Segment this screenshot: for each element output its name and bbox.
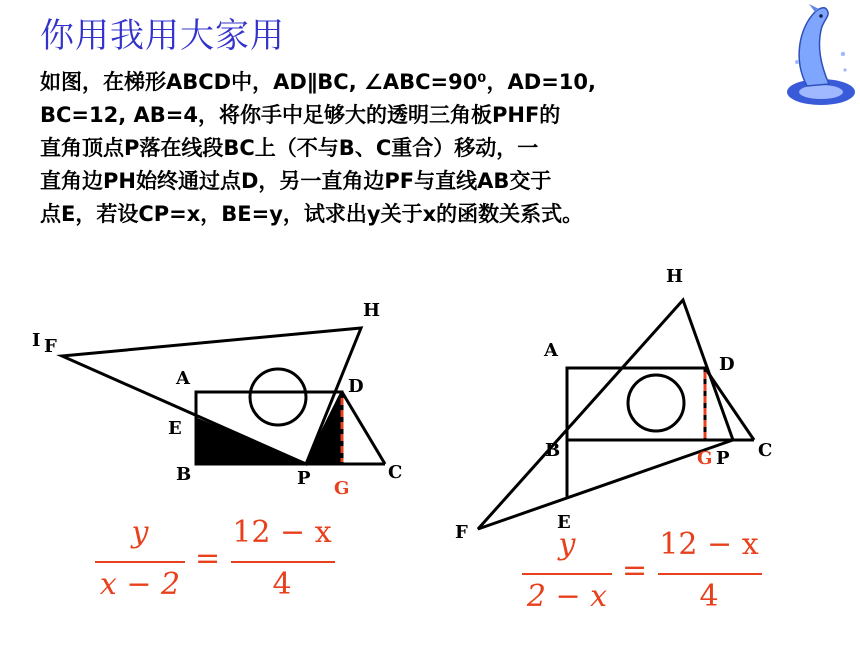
label-b-2: B	[545, 440, 561, 461]
formula-1-numerator-left: y	[131, 515, 149, 550]
triangle-phf-2	[478, 300, 733, 529]
formula-1-denominator-right: 4	[272, 567, 292, 602]
label-a: A	[176, 368, 190, 389]
formula-1-bar-right	[231, 561, 335, 563]
label-p: P	[297, 468, 311, 489]
label-h-2: H	[666, 266, 684, 287]
label-g-2: G	[697, 448, 713, 469]
formula-2-numerator-right: 12 − x	[659, 527, 759, 562]
formula-2	[522, 527, 782, 627]
circle-hole	[250, 369, 306, 425]
page-title: 你用我用大家用	[40, 16, 285, 56]
formula-1-equals: =	[195, 541, 221, 576]
problem-line: 如图，在梯形ABCD中，AD∥BC, ∠ABC=90⁰，AD=10,	[40, 70, 596, 94]
problem-line: BC=12, AB=4，将你手中足够大的透明三角板PHF的	[40, 103, 561, 127]
label-h: H	[363, 300, 381, 321]
label-d: D	[348, 376, 364, 397]
problem-line: 点E，若设CP=x，BE=y，试求出y关于x的函数关系式。	[40, 202, 584, 226]
circle-hole-2	[628, 375, 684, 431]
formula-1-denominator-left: x − 2	[99, 567, 181, 602]
label-b: B	[176, 464, 192, 485]
label-f: F	[44, 336, 57, 357]
formula-2-numerator-left: y	[558, 527, 576, 562]
formula-2-bar-left	[522, 573, 612, 575]
figure-1	[62, 328, 385, 464]
problem-line: 直角边PH始终通过点D，另一直角边PF与直线AB交于	[40, 169, 552, 193]
label-p-2: P	[716, 448, 730, 469]
label-e: E	[168, 418, 182, 439]
formula-1	[95, 515, 355, 615]
label-g: G	[334, 478, 350, 499]
problem-line: 直角顶点P落在线段BC上（不与B、C重合）移动，一	[40, 136, 539, 160]
label-a-2: A	[544, 340, 558, 361]
label-i: I	[32, 330, 41, 351]
label-c: C	[388, 462, 403, 483]
figure-2	[478, 300, 754, 529]
label-c-2: C	[758, 440, 773, 461]
formula-1-numerator-right: 12 − x	[232, 515, 332, 550]
formula-2-denominator-right: 4	[699, 579, 719, 614]
formula-2-equals: =	[622, 553, 648, 588]
formula-2-denominator-left: 2 − x	[526, 579, 608, 614]
label-f-2: F	[455, 522, 468, 543]
segment-dc	[342, 392, 385, 464]
label-d-2: D	[719, 354, 735, 375]
formula-2-bar-right	[658, 573, 762, 575]
label-e-2: E	[557, 512, 571, 533]
formula-1-bar-left	[95, 561, 185, 563]
